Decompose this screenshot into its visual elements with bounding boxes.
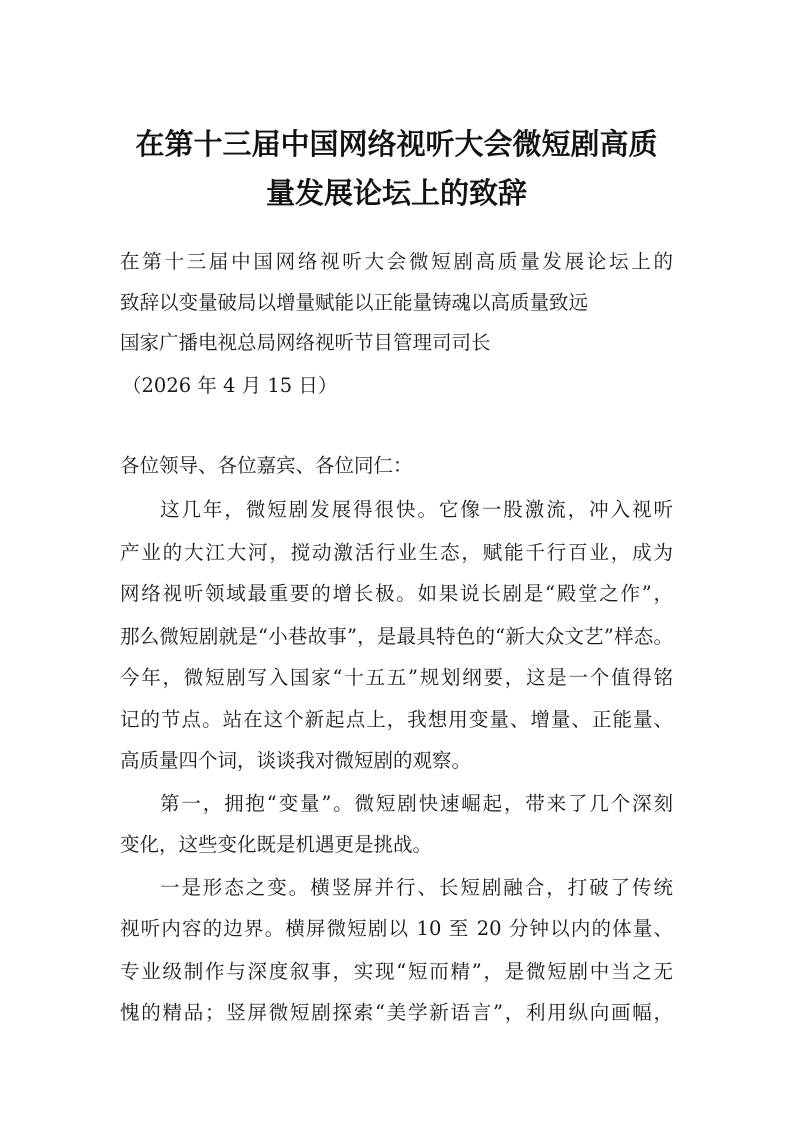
- paragraph-line: 网络视听领域最重要的增长极。如果说长剧是“殿堂之作”，: [120, 582, 673, 605]
- salutation: 各位领导、各位嘉宾、各位同仁：: [120, 454, 413, 477]
- paragraph-line: 第一，拥抱“变量”。微短剧快速崛起，带来了几个深刻: [160, 792, 673, 815]
- paragraph-line: 记的节点。站在这个新起点上，我想用变量、增量、正能量、: [120, 708, 673, 731]
- date-line: （2026 年 4 月 15 日）: [122, 374, 338, 397]
- paragraph-line: 专业级制作与深度叙事，实现“短而精”，是微短剧中当之无: [120, 960, 673, 983]
- paragraph-line: 一是形态之变。横竖屏并行、长短剧融合，打破了传统: [160, 876, 673, 899]
- document-title-line-2: 量发展论坛上的致辞: [265, 176, 527, 210]
- document-title-line-1: 在第十三届中国网络视听大会微短剧高质: [135, 127, 658, 161]
- paragraph-line: 这几年，微短剧发展得很快。它像一股激流，冲入视听: [160, 498, 673, 521]
- paragraph-line: 变化，这些变化既是机遇更是挑战。: [120, 833, 433, 856]
- paragraph-line: 那么微短剧就是“小巷故事”，是最具特色的“新大众文艺”样态。: [120, 625, 673, 648]
- paragraph-line: 今年，微短剧写入国家“十五五”规划纲要，这是一个值得铭: [120, 666, 673, 689]
- paragraph-line: 愧的精品；竖屏微短剧探索“美学新语言”，利用纵向画幅，: [120, 1001, 673, 1024]
- author-line: 国家广播电视总局网络视听节目管理司司长: [120, 331, 491, 354]
- meta-line: 在第十三届中国网络视听大会微短剧高质量发展论坛上的: [120, 250, 673, 273]
- paragraph-line: 视听内容的边界。横屏微短剧以 10 至 20 分钟以内的体量、: [120, 917, 673, 940]
- paragraph-line: 产业的大江大河，搅动激活行业生态，赋能千行百业，成为: [120, 541, 673, 564]
- meta-line: 致辞以变量破局以增量赋能以正能量铸魂以高质量致远: [120, 291, 589, 314]
- paragraph-line: 高质量四个词，谈谈我对微短剧的观察。: [120, 749, 472, 772]
